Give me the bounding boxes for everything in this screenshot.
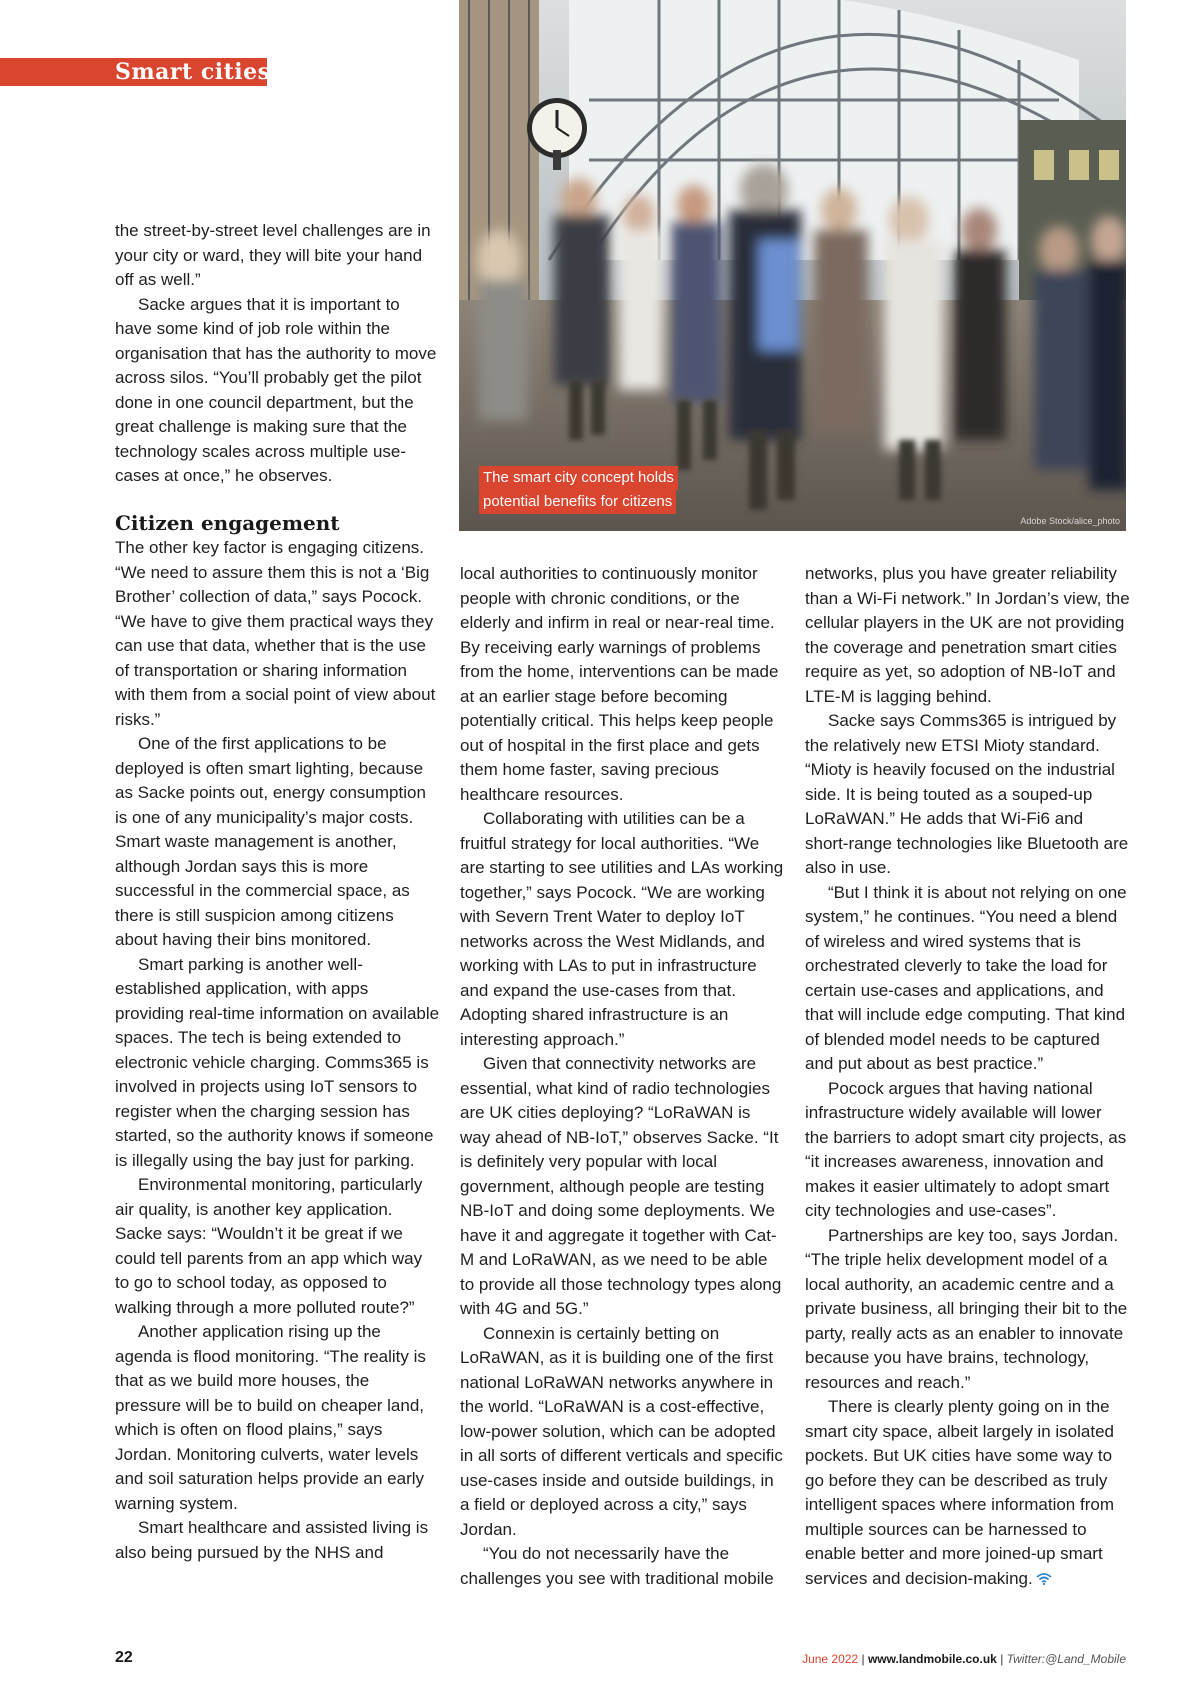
paragraph: Partnerships are key too, says Jordan. “The triple helix development model of a local authority, an academic centre and a private business, all bringing their bit to the party, really acts as an enabler to innovate because you have brains, technology, resources and reach.” [805,1225,1128,1392]
column-1-bottom [115,510,440,1565]
column-3 [805,562,1130,1591]
subheading-citizen-engagement: Citizen engagement [115,511,340,535]
column-1-top [115,219,440,489]
paragraph: Given that connectivity networks are essential, what kind of radio technologies are UK cities deploying? “LoRaWAN is way ahead of NB-IoT,” observes Sacke. “It is definitely very popular with local government, although people are testing NB-IoT and doing some deployments. We have it and aggregate it together with Cat-M and LoRaWAN, as we need to be able to provide all those technology types along with 4G and 5G.” [460,1054,782,1318]
paragraph: Another application rising up the agenda is flood monitoring. “The reality is that as we build more houses, the pressure will be to build on cheaper land, which is often on flood plains,” says Jordan. Monitoring culverts, water levels and soil saturation helps provide an early warning system. [115,1322,426,1513]
photo-credit: Adobe Stock/alice_photo [1020,516,1120,526]
station-crowd-photo [459,0,1126,531]
paragraph: networks, plus you have greater reliability than a Wi-Fi network.” In Jordan’s view, the cellular players in the UK are not providing the coverage and penetration smart cities require as yet, so adoption of NB-IoT and LTE-M is lagging behind. [805,564,1130,706]
closing-text: There is clearly plenty going on in the smart city space, albeit largely in isolated pockets. But UK cities have some way to go before they can be described as truly intelligent spaces where information from multiple sources can be harnessed to enable better and more joined-up smart services and decision-making. [805,1397,1114,1588]
paragraph: Connexin is certainly betting on LoRaWAN, as it is building one of the first national LoRaWAN networks anywhere in the world. “LoRaWAN is a cost-effective, low-power solution, which can be adopted in all sorts of different verticals and specific use-cases inside and outside buildings, in a field or deployed across a city,” says Jordan. [460,1323,783,1539]
paragraph: “You do not necessarily have the challenges you see with traditional mobile [460,1544,774,1588]
section-tag-label: Smart cities [115,59,271,85]
issue-date: June 2022 [802,1652,859,1666]
paragraph: local authorities to continuously monitor people with chronic conditions, or the elderly and infirm in real or near-real time. By receiving early warnings of problems from the home, interventions can be made at an earlier stage before becoming potentially critical. This helps keep people out of hospital in the first place and gets them home faster, saving precious healthcare resources. [460,564,779,804]
photo-caption [479,466,678,514]
paragraph: The other key factor is engaging citizens. “We need to assure them this is not a ‘Big Brother’ collection of data,” says Pocock. “We have to give them practical ways they can use that data, whether that is the use of transportation or sharing information with them from a social point of view about risks.” [115,538,436,729]
wifi-signal-icon [1036,1573,1052,1585]
page-number: 22 [115,1649,133,1666]
closing-paragraph [805,1395,1130,1591]
column-2 [460,562,785,1591]
paragraph: Sacke says Comms365 is intrigued by the relatively new ETSI Mioty standard. “Mioty is heavily focused on the industrial side. It is being touted as a souped-up LoRaWAN.” He adds that Wi-Fi6 and short-range technologies like Bluetooth are also in use. [805,711,1129,877]
footer-info [802,1652,1126,1666]
twitter-handle[interactable]: Twitter:@Land_Mobile [1006,1652,1126,1666]
paragraph: Smart parking is another well-established application, with apps providing real-time information on available spaces. The tech is being extended to electronic vehicle charging. Comms365 is involved in projects using IoT sensors to register when the charging session has started, so the authority knows if someone is illegally using the bay just for parking. [115,954,440,1170]
caption-line-1: The smart city concept holds [479,466,678,490]
paragraph: Collaborating with utilities can be a fruitful strategy for local authorities. “We are starting to see utilities and LAs working together,” says Pocock. “We are working with Severn Trent Water to deploy IoT networks across the West Midlands, and working with LAs to put in infrastructure and expand the use-cases from that. Adopting shared infrastructure is an interesting approach.” [460,809,784,1049]
paragraph: One of the first applications to be deployed is often smart lighting, because as Sacke points out, energy consumption is one of any municipality’s major costs. Smart waste management is another, although Jordan says this is more successful in the commercial space, as there is still suspicion among citizens about having their bins monitored. [115,734,426,949]
footer-separator: | [1000,1652,1004,1666]
paragraph: Smart healthcare and assisted living is also being pursued by the NHS and [115,1518,429,1562]
footer-separator: | [861,1652,865,1666]
paragraph: Environmental monitoring, particularly air quality, is another key application. Sacke says: “Wouldn’t it be great if we could tell parents from an app which way to go to school today, as opposed to walking through a more polluted route?” [115,1175,423,1317]
paragraph: the street-by-street level challenges are in your city or ward, they will bite your hand off as well.” [115,221,431,289]
paragraph: Sacke argues that it is important to have some kind of job role within the organisation that has the authority to move across silos. “You’ll probably get the pilot done in one council department, but the great challenge is making sure that the technology scales across multiple use-cases at once,” he observes. [115,294,437,485]
website-link[interactable]: www.landmobile.co.uk [867,1652,997,1666]
paragraph: “But I think it is about not relying on one system,” he continues. “You need a blend of wireless and wired systems that is orchestrated cleverly to take the load for certain use-cases and applications, and that will include edge computing. That kind of blended model needs to be captured and put about as best practice.” [805,882,1127,1073]
caption-line-2: potential benefits for citizens [479,490,676,514]
paragraph: Pocock argues that having national infrastructure widely available will lower the barriers to adopt smart city projects, as “it increases awareness, innovation and makes it easier ultimately to adopt smart city technologies and use-cases”. [805,1078,1127,1220]
section-tag [0,58,271,86]
